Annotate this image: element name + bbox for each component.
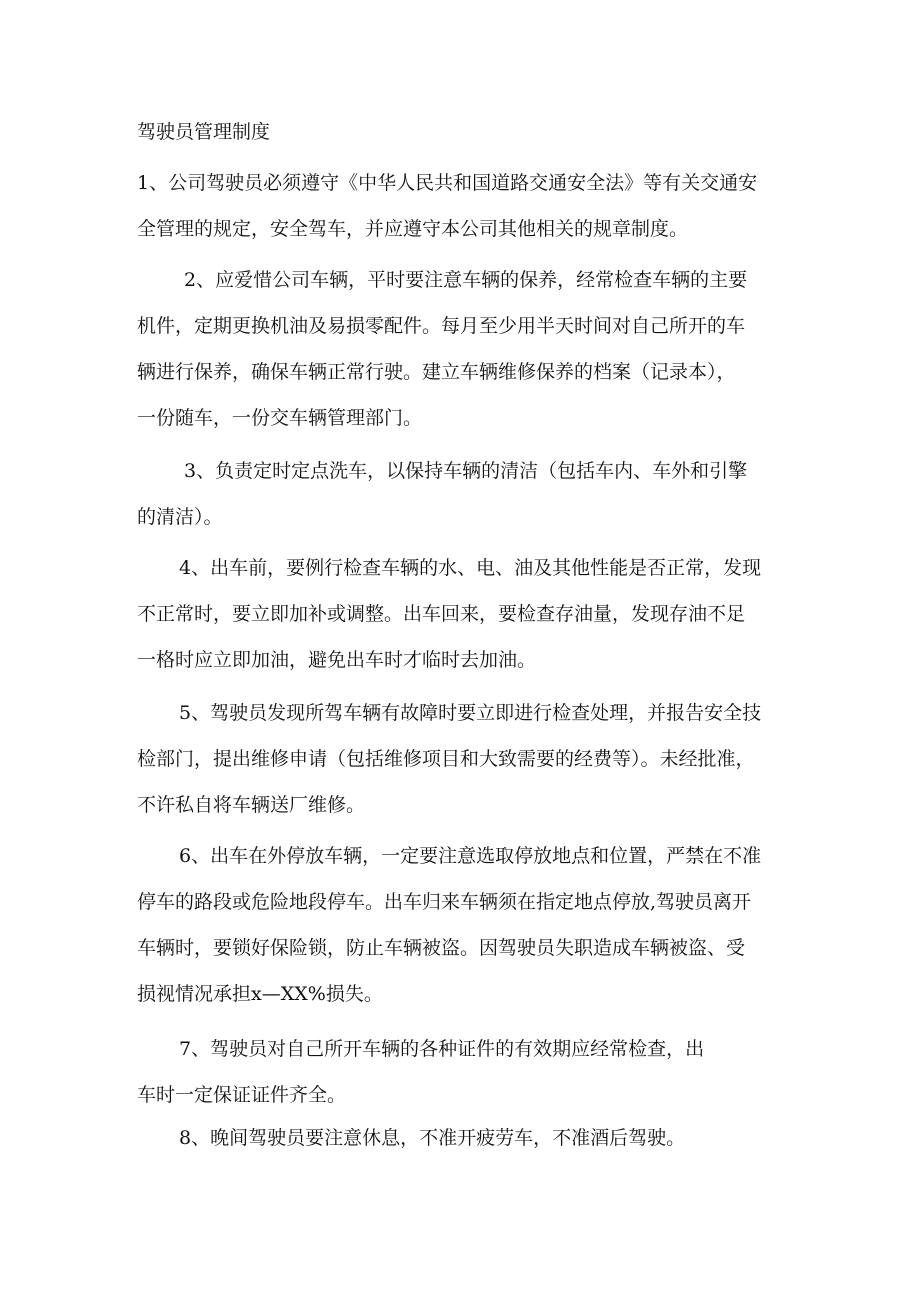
paragraph-line: 5、驾驶员发现所驾车辆有故障时要立即进行检查处理，并报告安全技 <box>160 702 762 724</box>
paragraph-3 <box>137 448 815 540</box>
paragraph-line: 车辆时，要锁好保险锁，防止车辆被盗。因驾驶员失职造成车辆被盗、受 <box>137 937 746 959</box>
paragraph-2 <box>137 257 815 441</box>
paragraph-6 <box>137 833 810 1017</box>
paragraph-line: 机件，定期更换机油及易损零配件。每月至少用半天时间对自己所开的车 <box>137 315 746 337</box>
paragraph-line: 不正常时，要立即加补或调整。出车回来，要检查存油量，发现存油不足 <box>137 603 746 625</box>
paragraph-8 <box>160 1115 810 1161</box>
paragraph-line: 全管理的规定，安全驾车，并应遵守本公司其他相关的规章制度。 <box>137 218 689 240</box>
paragraph-5 <box>137 690 810 828</box>
paragraph-line: 的清洁）。 <box>137 506 223 528</box>
paragraph-line: 4、出车前，要例行检查车辆的水、电、油及其他性能是否正常，发现 <box>160 557 762 579</box>
paragraph-line: 车时一定保证证件齐全。 <box>137 1084 347 1106</box>
paragraph-line: 损视情况承担x—XX%损失。 <box>137 983 383 1005</box>
paragraph-line: 一格时应立即加油，避免出车时才临时去加油。 <box>137 649 537 671</box>
paragraph-line: 3、负责定时定点洗车，以保持车辆的清洁（包括车内、车外和引擎 <box>165 460 748 482</box>
paragraph-line: 8、晚间驾驶员要注意休息，不准开疲劳车，不准酒后驾驶。 <box>160 1127 686 1149</box>
document-title: 驾驶员管理制度 <box>137 121 271 143</box>
paragraph-7 <box>137 1026 810 1118</box>
paragraph-line: 1、公司驾驶员必须遵守《中华人民共和国道路交通安全法》等有关交通安 <box>137 172 758 194</box>
paragraph-line: 6、出车在外停放车辆，一定要注意选取停放地点和位置，严禁在不准 <box>160 845 762 867</box>
paragraph-line: 不许私自将车辆送厂维修。 <box>137 794 366 816</box>
paragraph-line: 停车的路段或危险地段停车。出车归来车辆须在指定地点停放,驾驶员离开 <box>137 891 752 913</box>
paragraph-line: 检部门，提出维修申请（包括维修项目和大致需要的经费等）。未经批准， <box>137 748 755 770</box>
paragraph-line: 2、应爱惜公司车辆，平时要注意车辆的保养，经常检查车辆的主要 <box>165 269 748 291</box>
paragraph-line: 一份随车，一份交车辆管理部门。 <box>137 407 423 429</box>
paragraph-line: 辆进行保养，确保车辆正常行驶。建立车辆维修保养的档案（记录本）， <box>137 361 736 383</box>
paragraph-1 <box>137 160 787 252</box>
paragraph-line: 7、驾驶员对自己所开车辆的各种证件的有效期应经常检查，出 <box>160 1038 705 1060</box>
paragraph-4 <box>137 545 810 683</box>
